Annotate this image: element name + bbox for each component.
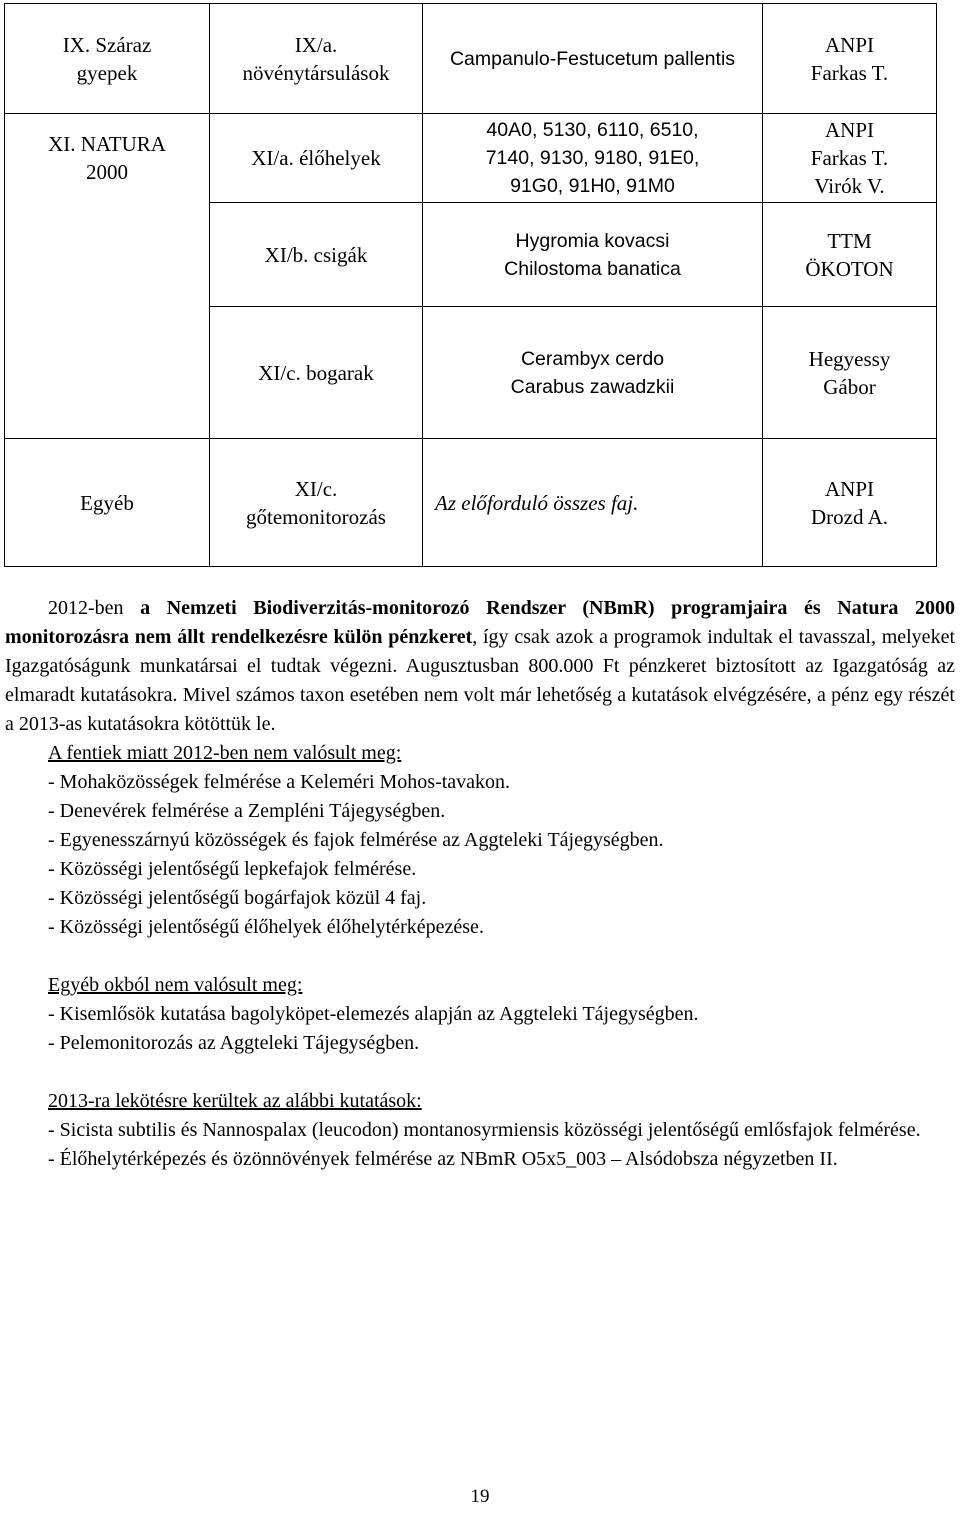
page-number: 19 (470, 1486, 490, 1507)
list-item: - Közösségi jelentőségű lepkefajok felmérése. (48, 858, 417, 880)
table-row (5, 4, 937, 114)
intro-paragraph: 2012-ben a Nemzeti Biodiverzitás-monitorozó Rendszer (NBmR) programjaira és Natura 2000 monitorozásra nem állt rendelkezésre külön pénzkeret, így csak azok a programok indultak el tavasszal, melyeket Igazgatóságunk munkatársai el tudtak végezni. Augusztusban 800.000 Ft pénzkeret biztosított az Igazgatóság az elmaradt kutatásokra. Mivel számos taxon esetében nem volt már lehetőség a kutatások elvégzésére, a pénz egy részét a 2013-as kutatásokra kötöttük le. (5, 597, 955, 735)
table-cell-responsible: ANPI Farkas T. Virók V. (763, 114, 937, 203)
report-body (5, 594, 955, 1174)
table-row (5, 307, 937, 439)
list-item: - Mohaközösségek felmérése a Keleméri Mohos-tavakon. (48, 771, 511, 793)
spacer (5, 1058, 955, 1087)
section-heading: 2013-ra lekötésre kerültek az alábbi kutatások: (48, 1090, 422, 1112)
spacer (5, 942, 955, 971)
table-cell-subcategory: XI/c. bogarak (210, 307, 423, 439)
list-item: - Élőhelytérképezés és özönnövények felmérése az NBmR O5x5_003 – Alsódobsza négyzetben II. (48, 1148, 838, 1170)
table-cell-responsible: ANPI Farkas T. (763, 4, 937, 114)
table-cell-category (5, 203, 210, 307)
table-cell-category: XI. NATURA 2000 (5, 114, 210, 203)
table-cell-subject: Cerambyx cerdo Carabus zawadzkii (423, 307, 763, 439)
table-cell-subject: Hygromia kovacsi Chilostoma banatica (423, 203, 763, 307)
section-heading: Egyéb okból nem valósult meg: (48, 974, 303, 996)
table-cell-responsible: Hegyessy Gábor (763, 307, 937, 439)
table-cell-category: IX. Száraz gyepek (5, 4, 210, 114)
list-item: - Közösségi jelentőségű bogárfajok közül 4 faj. (48, 887, 427, 909)
section-heading: A fentiek miatt 2012-ben nem valósult meg: (48, 742, 402, 764)
table-row (5, 203, 937, 307)
table-row (5, 114, 937, 203)
table-cell-subcategory: IX/a. növénytársulások (210, 4, 423, 114)
table-cell-responsible: ANPI Drozd A. (763, 439, 937, 567)
table-cell-subject: 40A0, 5130, 6110, 6510, 7140, 9130, 9180, 91E0, 91G0, 91H0, 91M0 (423, 114, 763, 203)
table-cell-category (5, 307, 210, 439)
list-item: - Egyenesszárnyú közösségek és fajok felmérése az Aggteleki Tájegységben. (48, 829, 664, 851)
table-cell-subcategory: XI/c. gőtemonitorozás (210, 439, 423, 567)
monitoring-table (4, 3, 937, 567)
list-item: - Sicista subtilis és Nannospalax (leucodon) montanosyrmiensis közösségi jelentőségű emlősfajok felmérése. (48, 1119, 921, 1141)
list-item: - Pelemonitorozás az Aggteleki Tájegységben. (48, 1032, 420, 1054)
table-row (5, 439, 937, 567)
table-cell-category: Egyéb (5, 439, 210, 567)
table-cell-subject: Az előforduló összes faj. (423, 439, 763, 567)
table-cell-responsible: TTM ÖKOTON (763, 203, 937, 307)
list-item: - Denevérek felmérése a Zempléni Tájegységben. (48, 800, 446, 822)
table-cell-subcategory: XI/a. élőhelyek (210, 114, 423, 203)
table-cell-subcategory: XI/b. csigák (210, 203, 423, 307)
list-item: - Kisemlősök kutatása bagolyköpet-elemezés alapján az Aggteleki Tájegységben. (48, 1003, 699, 1025)
list-item: - Közösségi jelentőségű élőhelyek élőhelytérképezése. (48, 916, 484, 938)
table-cell-subject: Campanulo-Festucetum pallentis (423, 4, 763, 114)
